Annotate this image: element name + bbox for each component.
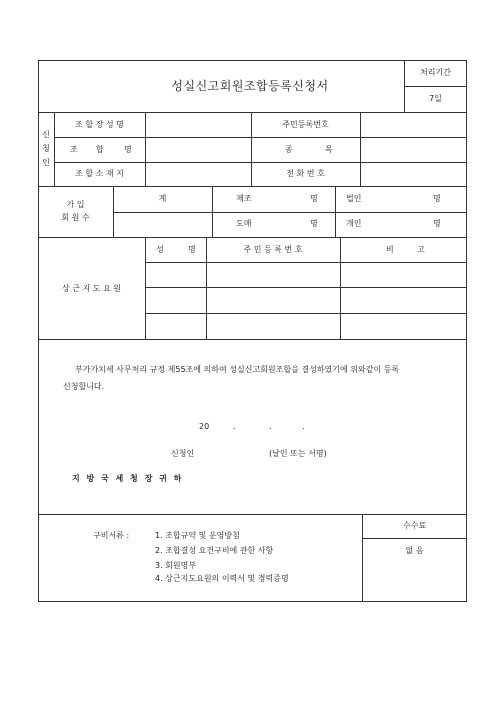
fee-value: 없 음 — [405, 546, 424, 555]
members-total-label: 계 — [158, 194, 167, 203]
date-year: 20 — [199, 422, 210, 431]
divider — [38, 514, 467, 515]
attachment-item: 3. 회원명부 — [155, 561, 197, 570]
wholesale-label: 도매 — [236, 219, 252, 228]
members-label-line1: 가 입 — [66, 200, 85, 209]
divider — [54, 162, 467, 163]
divider — [362, 538, 467, 539]
phone-label: 전 화 번 호 — [286, 169, 325, 178]
form-title: 성실신고회원조합등록신청서 — [171, 79, 329, 93]
divider — [54, 137, 467, 138]
fee-label: 수수료 — [402, 521, 427, 530]
addressee: 지 방 국 세 청 장 귀 하 — [72, 474, 184, 483]
attachment-item: 1. 조합규약 및 운영방침 — [155, 531, 240, 540]
staff-col-name-1: 성 — [156, 245, 164, 254]
union-head-name-label: 조 합 장 성 명 — [75, 120, 124, 129]
date-dot-3: . — [302, 422, 305, 431]
statement-line-1: 부가가치세 사무처리 규정 제55조에 의하여 성실신고회원조합을 결성하였기에 위와같이 등록 — [75, 365, 400, 374]
staff-section-label: 상 근 지 도 요 원 — [61, 284, 122, 293]
union-name-label-2: 합 — [96, 145, 104, 154]
divider — [38, 237, 467, 238]
staff-col-note-2: 고 — [417, 245, 425, 254]
divider — [145, 262, 467, 263]
wholesale-unit: 명 — [310, 219, 318, 228]
date-dot-2: . — [269, 422, 272, 431]
business-type-label-1: 종 — [285, 145, 293, 154]
divider — [404, 86, 467, 87]
processing-period-label: 처리기간 — [420, 68, 451, 77]
divider — [113, 212, 467, 213]
members-label-line2: 회 원 수 — [61, 213, 90, 222]
staff-col-resident: 주 민 등 록 번 호 — [243, 245, 303, 254]
divider — [38, 186, 467, 187]
attachments-label: 구비서류 : — [93, 531, 130, 540]
divider — [145, 112, 146, 186]
divider — [113, 186, 114, 237]
attachment-item: 2. 조합결성 요건구비에 관한 사항 — [155, 546, 274, 555]
manufacturing-label: 제조 — [236, 194, 252, 203]
divider — [145, 237, 146, 339]
divider — [335, 186, 336, 237]
union-name-label-3: 명 — [124, 145, 132, 154]
union-name-label-1: 조 — [70, 145, 78, 154]
applicant-signature-label: 신청인 — [171, 449, 195, 458]
corporate-label: 법인 — [346, 194, 362, 203]
attachment-item: 4. 상근지도요원의 이력서 및 경력증명 — [155, 574, 289, 583]
business-type-label-2: 목 — [325, 145, 333, 154]
resident-number-label: 주민등록번호 — [282, 120, 329, 129]
union-address-label: 조 합 소 재 지 — [75, 169, 124, 178]
divider — [145, 313, 467, 314]
divider — [212, 186, 213, 237]
applicant-section-label: 신 청 인 — [42, 130, 50, 167]
staff-col-note-1: 비 — [386, 245, 394, 254]
date-dot-1: . — [233, 422, 236, 431]
divider — [360, 112, 361, 186]
divider — [340, 237, 341, 339]
seal-or-signature-note: (날인 또는 서명) — [269, 449, 327, 458]
corporate-unit: 명 — [433, 194, 441, 203]
manufacturing-unit: 명 — [310, 194, 318, 203]
divider — [38, 112, 467, 113]
processing-period-value: 7일 — [429, 94, 442, 103]
individual-label: 개인 — [346, 219, 362, 228]
divider — [145, 287, 467, 288]
staff-col-name-2: 명 — [188, 245, 196, 254]
individual-unit: 명 — [433, 219, 441, 228]
divider — [38, 339, 467, 340]
statement-line-2: 신청합니다. — [63, 382, 105, 391]
